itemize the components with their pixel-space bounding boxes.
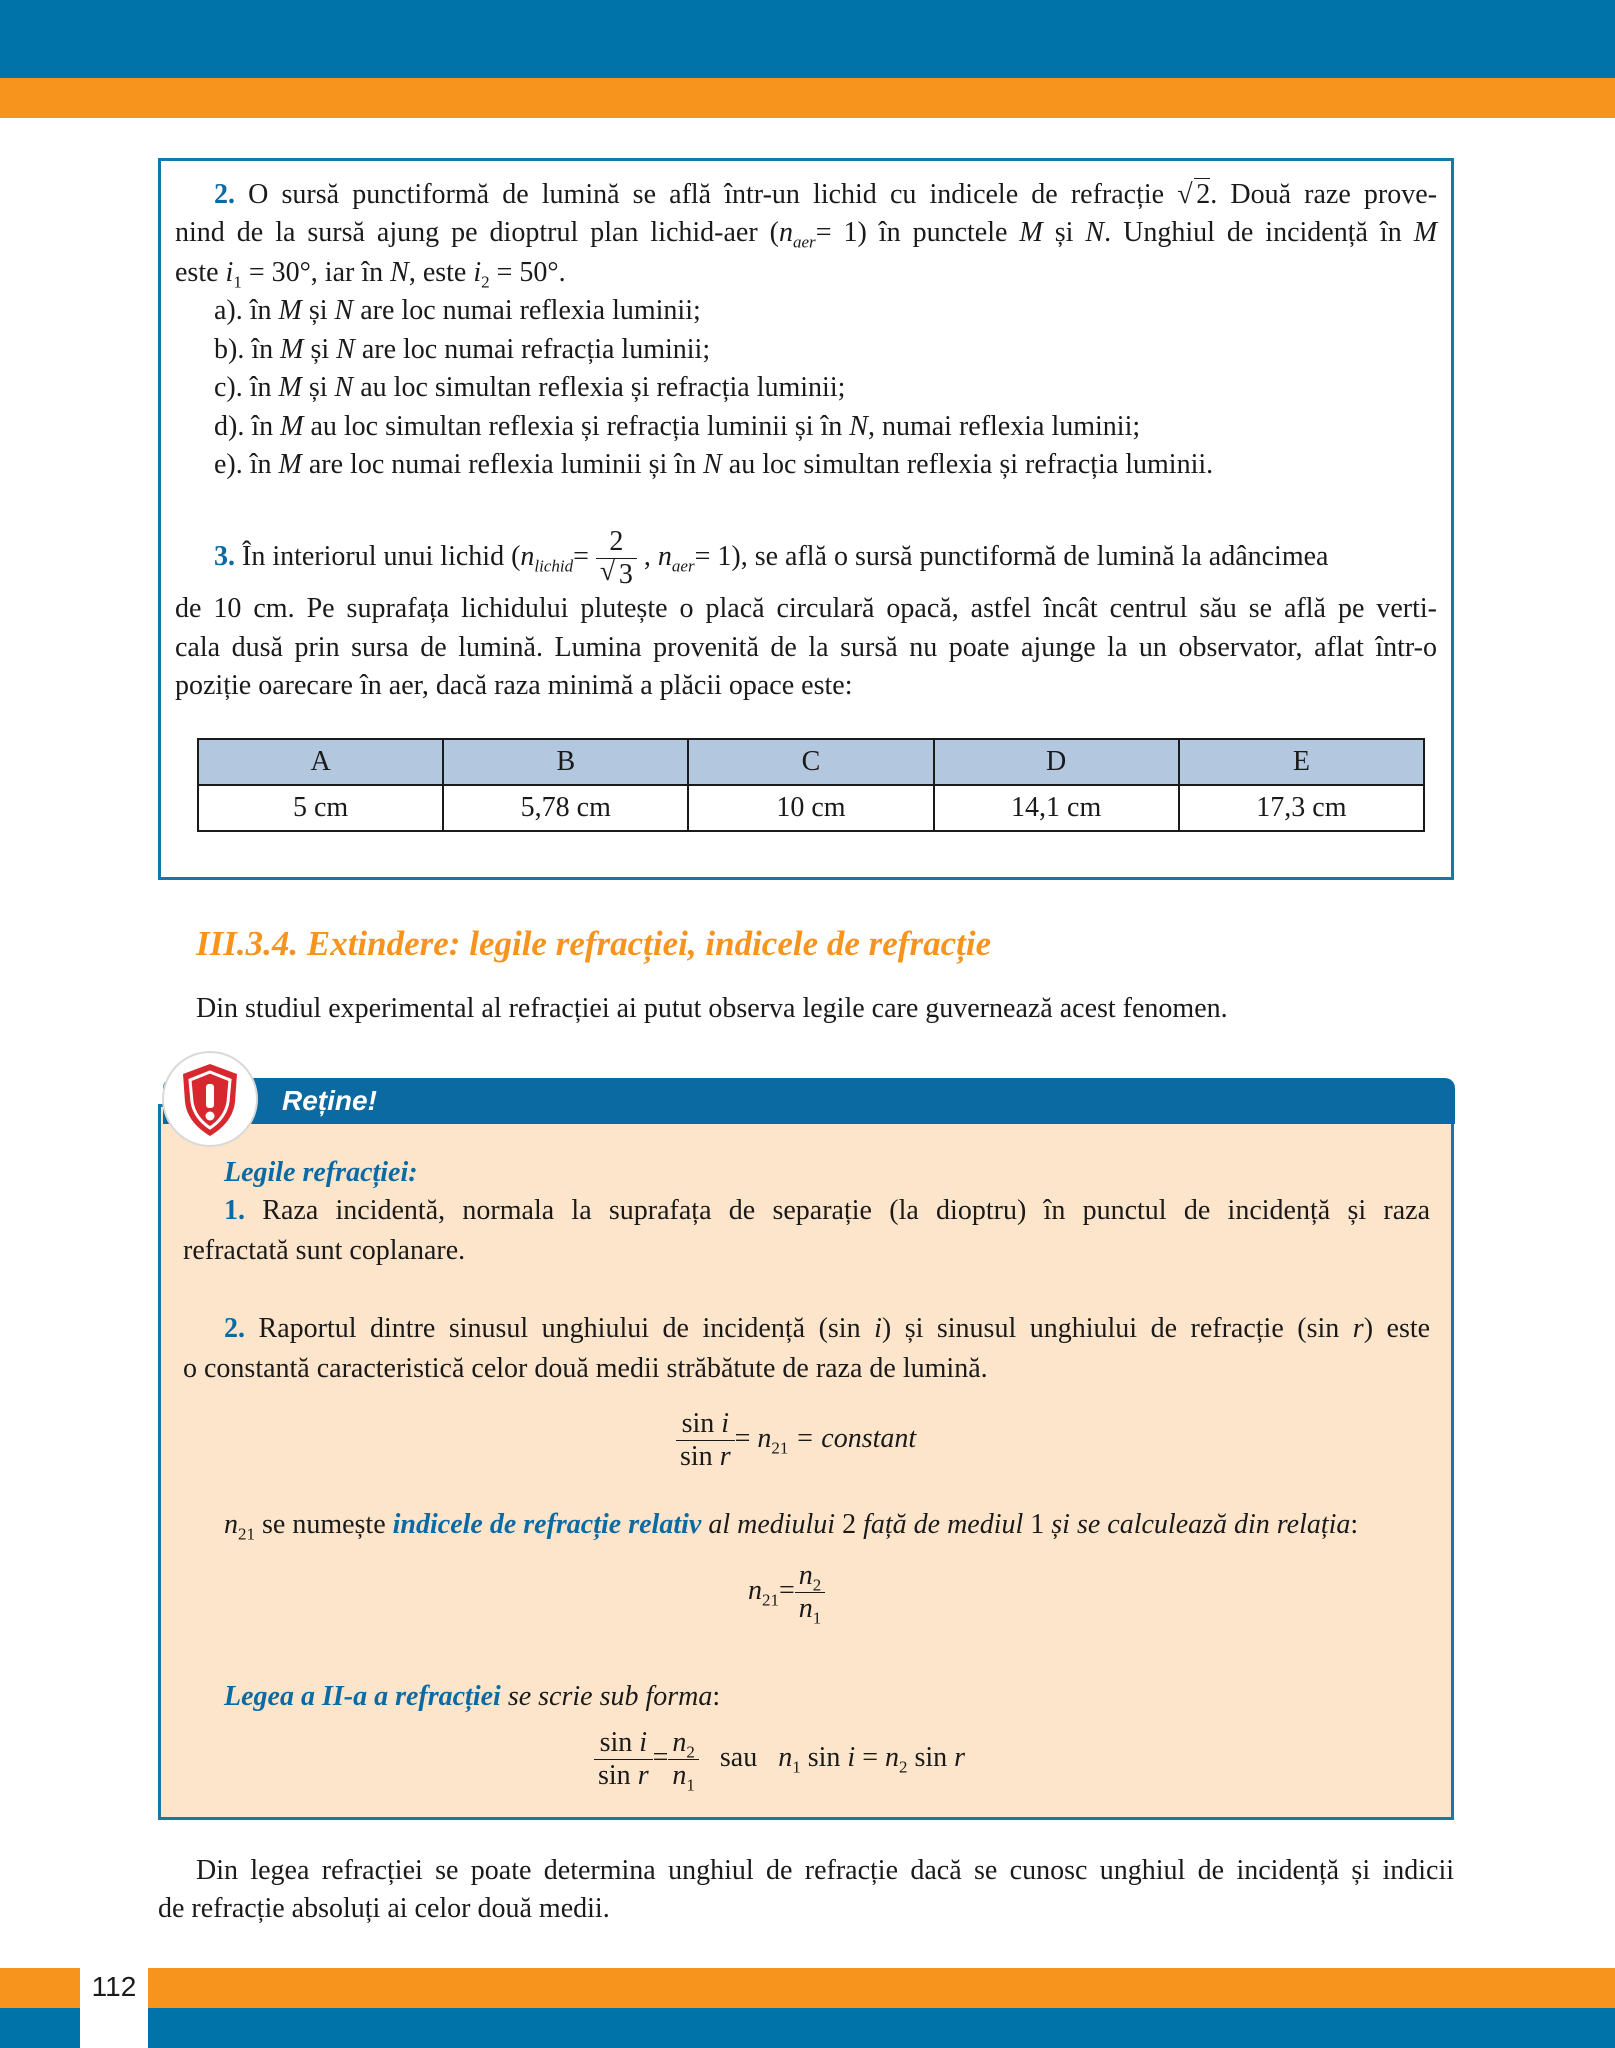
- fraction-2-over-sqrt3: 2 √ 3: [596, 526, 637, 591]
- answer-header: D: [934, 739, 1179, 785]
- outro-line2: de refracție absoluți ai celor două medii.: [158, 1893, 610, 1924]
- legi-title: Legile refracției:: [224, 1157, 418, 1188]
- answer-table-values: [198, 785, 1424, 831]
- section-title: III.3.4. Extindere: legile refracției, indicele de refracție: [196, 924, 992, 963]
- n21-definition: $n_{21}$ se numește indicele de refracție relativ al mediului 2 față de mediul 1 și se calculează din relația:: [224, 1509, 1359, 1544]
- problem3-line2: de 10 cm. Pe suprafața lichidului plutește o placă circulară opacă, astfel încât centrul său se află pe verti-: [175, 593, 1437, 624]
- retine-label: Reține!: [282, 1085, 377, 1116]
- formula-snell-law: $\frac{\text{sin i}}{\text{sin r}}$ = $\frac{n_2}{n_1}$ sau $n_1$ $\sin i = n_2$ sin r: [594, 1727, 965, 1792]
- answer-value: 10 cm: [688, 785, 933, 831]
- shield-exclamation-icon: [161, 1050, 259, 1148]
- problem2-line1: 2. O sursă punctiformă de lumină se află într-un lichid cu indicele de refracție √ 2. Două raze prove-: [214, 179, 1438, 210]
- section-intro: Din studiul experimental al refracției ai putut observa legile care guvernează acest fenomen.: [196, 993, 1228, 1024]
- problem3-line1: 3. În interiorul unui lichid ($n_{lichid}=$ 2 √ 3 , $n_{aer}= 1$), se află o sursă punctiformă de lumină la adâncimea: [214, 526, 1329, 590]
- legea-II-line: Legea a II-a a refracției se scrie sub forma:: [224, 1681, 721, 1712]
- answer-header: B: [443, 739, 688, 785]
- formula-n21: $n_{21}=$ $\frac{n_2}{n_1}$: [748, 1560, 825, 1625]
- answer-value: 5,78 cm: [443, 785, 688, 831]
- bottom-blue-band: [0, 2008, 1615, 2048]
- problem3-line4: poziție oarecare în aer, dacă raza minimă a plăcii opace este:: [175, 670, 853, 701]
- answer-header: A: [198, 739, 443, 785]
- option-a: a). în M și N are loc numai reflexia luminii;: [214, 295, 701, 326]
- option-c: c). în M și N au loc simultan reflexia și refracția luminii;: [214, 372, 846, 403]
- option-b: b). în M și N are loc numai refracția luminii;: [214, 334, 711, 365]
- answer-header: C: [688, 739, 933, 785]
- answer-value: 14,1 cm: [934, 785, 1179, 831]
- answer-header: E: [1179, 739, 1424, 785]
- law2-line2: o constantă caracteristică celor două medii străbătute de raza de lumină.: [183, 1353, 988, 1384]
- page-number: 112: [91, 1971, 137, 2002]
- problem2-line2: nind de la sursă ajung pe dioptrul plan lichid-aer $(n_{aer}= 1)$ în punctele M și N. Unghiul de incidență în M: [175, 217, 1438, 252]
- formula-snell-ratio: $\frac{\text{sin i}}{\text{sin r}}$ = $n_{21}$ = constant: [676, 1408, 916, 1473]
- answer-value: 5 cm: [198, 785, 443, 831]
- option-d: d). în M au loc simultan reflexia și refracția luminii și în N, numai reflexia luminii;: [214, 411, 1141, 442]
- top-blue-band: [0, 0, 1615, 78]
- option-e: e). în M are loc numai reflexia luminii și în N au loc simultan reflexia și refracția luminii.: [214, 449, 1214, 480]
- problem2-line3: este $i_1 = 30^\circ$, iar în N, este $i_2 = 50^\circ$.: [175, 257, 566, 292]
- law1-line1: 1. Raza incidentă, normala la suprafața de separație (la dioptru) în punctul de incidență și raza: [224, 1195, 1431, 1226]
- sqrt-2: √ 2: [1177, 179, 1211, 210]
- outro-line1: Din legea refracției se poate determina unghiul de refracție dacă se cunosc unghiul de incidență și indicii: [196, 1855, 1454, 1886]
- problem3-line3: cala dusă prin sursa de lumină. Lumina provenită de la sursă nu poate ajunge la un observator, aflat într-o: [175, 632, 1437, 663]
- law1-line2: refractată sunt coplanare.: [183, 1235, 466, 1266]
- top-orange-band: [0, 78, 1615, 118]
- answer-value: 17,3 cm: [1179, 785, 1424, 831]
- answer-table: [197, 738, 1425, 832]
- law2-line1: 2. Raportul dintre sinusul unghiului de incidență (sin i) și sinusul unghiului de refracție (sin r) este: [224, 1313, 1431, 1344]
- bottom-orange-band: [0, 1968, 1615, 2008]
- answer-table-header: [198, 739, 1424, 785]
